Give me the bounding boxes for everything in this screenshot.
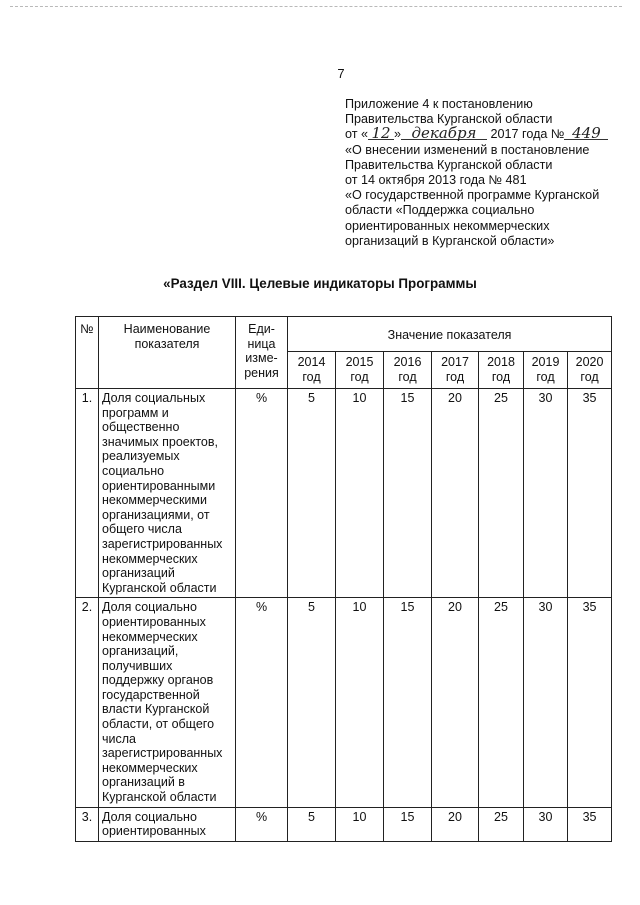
header-num: № xyxy=(76,317,99,389)
indicator-value: 30 xyxy=(524,807,568,841)
indicator-value: 5 xyxy=(288,598,336,807)
header-unit-line: Еди- xyxy=(248,322,275,336)
indicator-value: 20 xyxy=(432,598,479,807)
appendix-line-7: «О государственной программе Курганской xyxy=(345,188,600,203)
header-name: Наименование показателя xyxy=(99,317,236,389)
appendix-line-2: Правительства Курганской области xyxy=(345,112,553,127)
header-year-value: 2018 xyxy=(487,355,515,370)
header-year-value: 2016 xyxy=(393,355,422,370)
indicator-value: 5 xyxy=(288,389,336,598)
header-year-word: год xyxy=(491,370,511,384)
header-year-2014 xyxy=(288,352,336,389)
indicators-table xyxy=(75,316,612,842)
indicator-value: 5 xyxy=(288,807,336,841)
header-year-2019 xyxy=(524,352,568,389)
handwritten-doc-number: 449 xyxy=(564,127,608,140)
scan-edge-line xyxy=(10,6,622,7)
header-year-word: год xyxy=(445,370,465,384)
header-year-word: год xyxy=(398,370,417,384)
indicator-value: 10 xyxy=(336,389,384,598)
header-year-word: год xyxy=(580,370,599,384)
date-mid: » xyxy=(394,127,402,142)
appendix-line-1: Приложение 4 к постановлению xyxy=(345,97,533,111)
header-year-2017 xyxy=(432,352,479,389)
indicator-value: 35 xyxy=(568,389,612,598)
header-unit xyxy=(236,317,288,389)
appendix-date-line xyxy=(345,124,630,143)
header-unit-line: рения xyxy=(244,365,279,380)
indicator-value: 20 xyxy=(432,807,479,841)
row-number: 1. xyxy=(76,389,99,598)
indicator-value: 25 xyxy=(479,598,524,807)
header-values-group: Значение показателя xyxy=(288,317,612,352)
indicator-value: 35 xyxy=(568,807,612,841)
indicator-value: 10 xyxy=(336,807,384,841)
indicator-value: 10 xyxy=(336,598,384,807)
indicator-value: 15 xyxy=(384,807,432,841)
header-unit-line: изме- xyxy=(245,351,278,366)
indicator-value: 30 xyxy=(524,598,568,807)
indicator-name: Доля социально ориентированных некоммерческих организаций, получивших поддержку органов государственной власти Курганской области, от общего числа зарегистрированных некоммерческих организаций в Курганской области xyxy=(99,598,236,807)
appendix-line-6: от 14 октября 2013 года № 481 xyxy=(345,173,527,188)
date-prefix: от « xyxy=(345,127,368,142)
appendix-line-9: ориентированных некоммерческих xyxy=(345,218,550,233)
header-year-2015 xyxy=(336,352,384,389)
indicator-unit: % xyxy=(236,807,288,841)
appendix-line-8: области «Поддержка социально xyxy=(345,203,535,218)
header-year-word: год xyxy=(536,370,555,384)
indicator-value: 15 xyxy=(384,389,432,598)
indicator-value: 15 xyxy=(384,598,432,807)
header-year-value: 2015 xyxy=(345,355,374,370)
indicator-value: 35 xyxy=(568,598,612,807)
header-year-word: год xyxy=(350,370,369,384)
appendix-line-4: «О внесении изменений в постановление xyxy=(345,142,590,157)
indicator-unit: % xyxy=(236,598,288,807)
handwritten-day: 12 xyxy=(368,127,394,140)
header-row-1 xyxy=(76,317,612,352)
header-year-2020 xyxy=(568,352,612,389)
indicator-value: 30 xyxy=(524,389,568,598)
indicator-name: Доля социально ориентированных xyxy=(99,807,236,841)
appendix-line-5: Правительства Курганской области xyxy=(345,157,553,172)
page-number: 7 xyxy=(337,66,345,81)
section-title: «Раздел VIII. Целевые индикаторы Программы xyxy=(163,276,477,291)
date-year-text: 2017 года № xyxy=(490,127,565,142)
header-year-2018 xyxy=(479,352,524,389)
indicator-unit: % xyxy=(236,389,288,598)
table-row xyxy=(76,389,612,598)
row-number: 2. xyxy=(76,598,99,807)
appendix-line-10: организаций в Курганской области» xyxy=(345,233,555,248)
header-year-value: 2017 xyxy=(441,355,469,370)
indicator-value: 25 xyxy=(479,807,524,841)
handwritten-month: декабря xyxy=(401,127,487,140)
header-year-word: год xyxy=(302,370,321,384)
table-row xyxy=(76,598,612,807)
header-year-value: 2014 xyxy=(297,355,326,370)
header-year-value: 2020 xyxy=(575,355,604,370)
header-year-value: 2019 xyxy=(531,355,560,370)
indicator-value: 25 xyxy=(479,389,524,598)
indicator-name: Доля социальных программ и общественно значимых проектов, реализуемых социально ориентированными некоммерческими организациями, от общего числа зарегистрированных некоммерческих организаций Курганской области xyxy=(99,389,236,598)
indicator-value: 20 xyxy=(432,389,479,598)
table-row xyxy=(76,807,612,841)
row-number: 3. xyxy=(76,807,99,841)
appendix-header xyxy=(345,97,630,249)
header-unit-line: ница xyxy=(247,336,276,351)
header-year-2016 xyxy=(384,352,432,389)
